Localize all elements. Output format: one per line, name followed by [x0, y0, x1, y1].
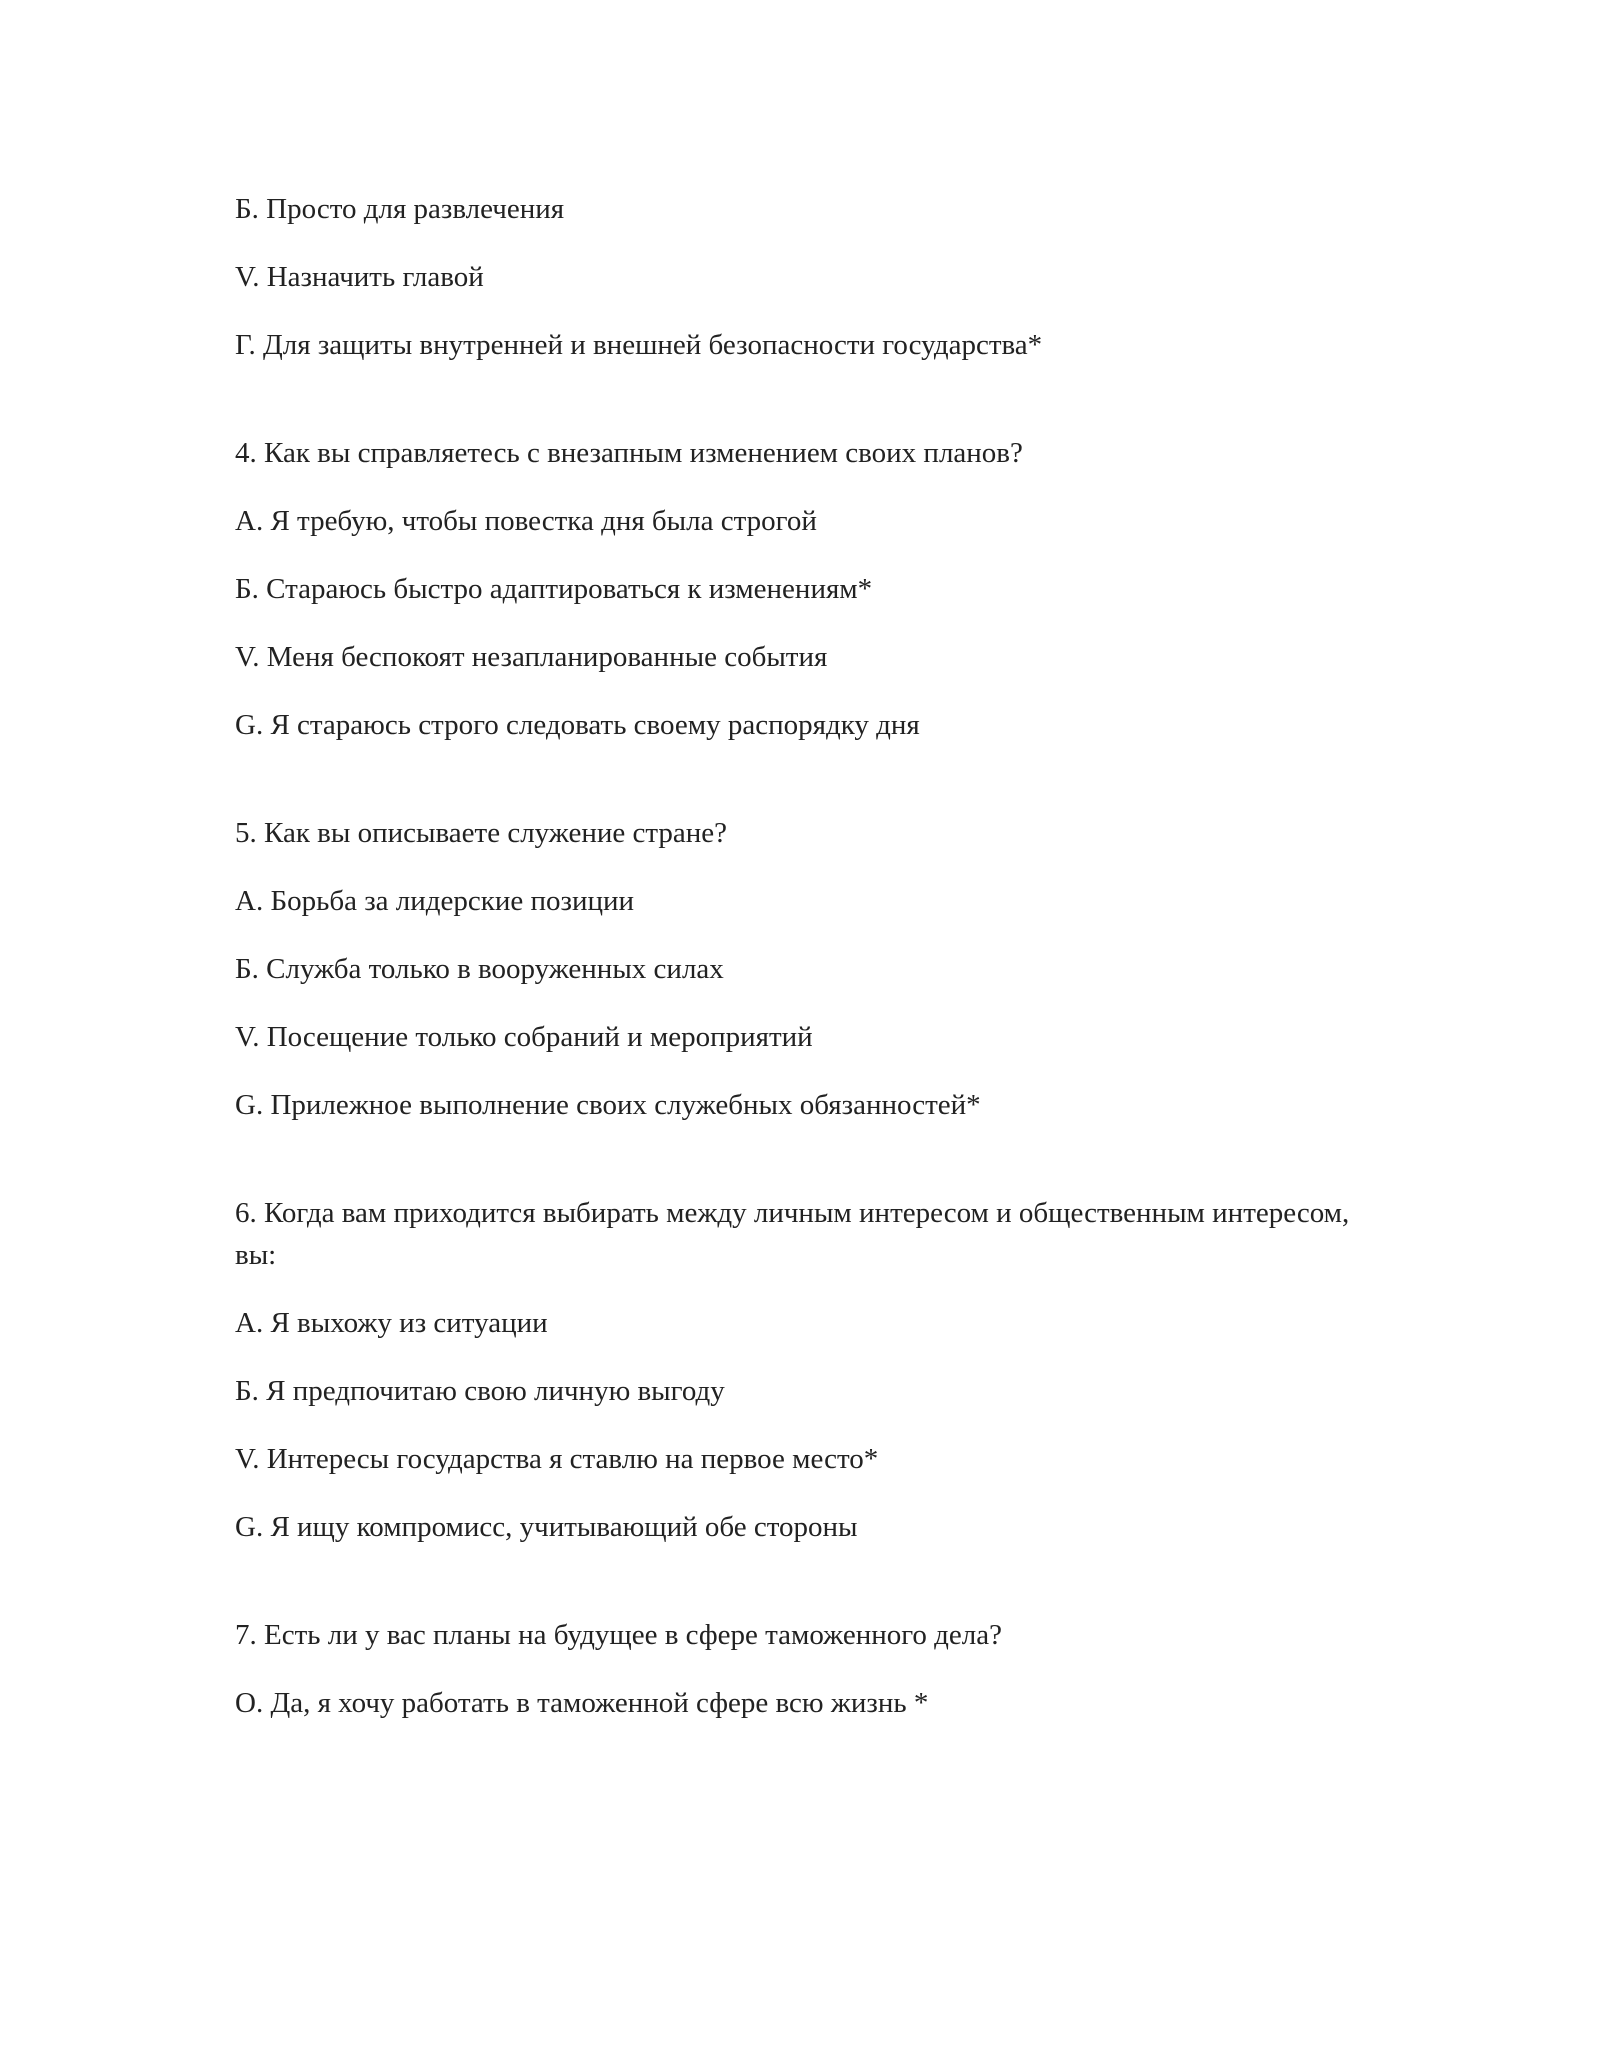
answer-option-b: Б. Стараюсь быстро адаптироваться к изменениям* [235, 573, 873, 605]
answer-option-g: Г. Для защиты внутренней и внешней безопасности государства* [235, 329, 1043, 361]
answer-option-v: V. Меня беспокоят незапланированные события [235, 641, 828, 673]
previous-question-answers [235, 188, 1365, 366]
answer-option-b: Б. Служба только в вооруженных силах [235, 953, 724, 985]
answer-option-v: V. Назначить главой [235, 261, 484, 293]
answer-option-g: G. Прилежное выполнение своих служебных обязанностей* [235, 1089, 981, 1121]
question-text: 7. Есть ли у вас планы на будущее в сфере таможенного дела? [235, 1619, 1002, 1651]
question-6 [235, 1192, 1365, 1548]
question-text: 6. Когда вам приходится выбирать между личным интересом и общественным интересом, вы: [235, 1197, 1350, 1271]
answer-option-v: V. Интересы государства я ставлю на первое место* [235, 1443, 879, 1475]
answer-option-o: О. Да, я хочу работать в таможенной сфере всю жизнь * [235, 1687, 929, 1719]
document-content [235, 188, 1365, 1750]
question-7 [235, 1614, 1365, 1724]
answer-option-b: Б. Просто для развлечения [235, 193, 565, 225]
answer-option-v: V. Посещение только собраний и мероприятий [235, 1021, 813, 1053]
question-text: 4. Как вы справляетесь с внезапным изменением своих планов? [235, 437, 1023, 469]
answer-option-b: Б. Я предпочитаю свою личную выгоду [235, 1375, 725, 1407]
answer-option-a: А. Я выхожу из ситуации [235, 1307, 548, 1339]
question-5 [235, 812, 1365, 1126]
answer-option-a: А. Я требую, чтобы повестка дня была строгой [235, 505, 817, 537]
answer-option-a: А. Борьба за лидерские позиции [235, 885, 635, 917]
answer-option-g: G. Я стараюсь строго следовать своему распорядку дня [235, 709, 920, 741]
answer-option-g: G. Я ищу компромисс, учитывающий обе стороны [235, 1511, 858, 1543]
question-text: 5. Как вы описываете служение стране? [235, 817, 728, 849]
question-4 [235, 432, 1365, 746]
